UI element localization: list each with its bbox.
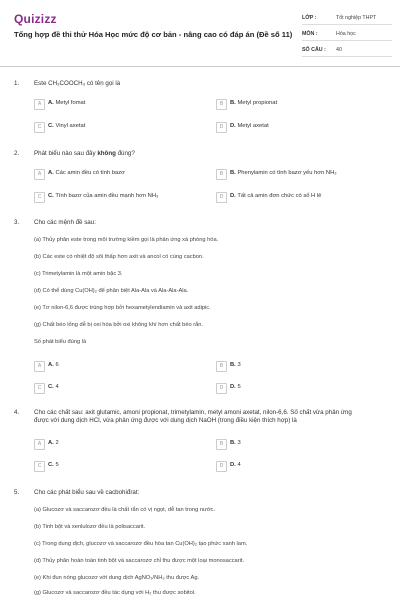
option-letter-box[interactable]: A: [34, 99, 45, 110]
meta-panel: [302, 12, 392, 60]
option-b[interactable]: B B. 3: [216, 439, 376, 450]
page-title: Tổng hợp đề thi thử Hóa Học mức độ cơ bản - nâng cao có đáp án (Đề số 11): [14, 30, 293, 39]
question-text: Cho các chất sau: axit glutamic, amoni propionat, trimetylamin, metyl amoni axetat, nilon-6,6. Số chất vừa phản ứng được với dung dịch HCl, vừa phản ứng được với dung dịch NaOH (trong điều kiện thích hợp) là: [34, 409, 352, 425]
question-text: Cho các mệnh đề sau:: [34, 219, 96, 226]
option-b[interactable]: B B. Metyl propionat: [216, 99, 376, 110]
statement: (b) Các este có nhiệt độ sôi thấp hơn axit và ancol có cùng cacbon.: [34, 254, 204, 260]
statement: (d) Có thể dùng Cu(OH)₂ để phân biệt Ala-Ala và Ala-Ala-Ala.: [34, 288, 189, 294]
option-d[interactable]: D D. Metyl axetat: [216, 122, 376, 133]
option-letter-box[interactable]: A: [34, 169, 45, 180]
worksheet-header: [0, 0, 400, 68]
option-a[interactable]: A A. Metyl fomat: [34, 99, 194, 110]
option-letter-box[interactable]: A: [34, 361, 45, 372]
question-text: Phát biểu nào sau đây không đúng?: [34, 150, 135, 157]
option-letter-box[interactable]: A: [34, 439, 45, 450]
header-divider: [0, 66, 400, 67]
option-d[interactable]: D D. 4: [216, 461, 376, 472]
option-c[interactable]: C C. 5: [34, 461, 194, 472]
option-letter-box[interactable]: C: [34, 461, 45, 472]
question-number: 4.: [14, 409, 20, 416]
option-letter-box[interactable]: B: [216, 169, 227, 180]
question-text: Cho các phát biểu sau về cacbohiđrat:: [34, 489, 140, 496]
option-c[interactable]: C C. Vinyl axetat: [34, 122, 194, 133]
follow-up-text: Số phát biểu đúng là: [34, 339, 87, 345]
option-letter-box[interactable]: D: [216, 383, 227, 394]
option-letter-box[interactable]: C: [34, 122, 45, 133]
question-number: 1.: [14, 80, 20, 87]
meta-key: LỚP :: [302, 15, 317, 21]
option-a[interactable]: A A. Các amin đều có tính bazơ: [34, 169, 194, 180]
option-letter-box[interactable]: D: [216, 122, 227, 133]
option-letter-box[interactable]: B: [216, 361, 227, 372]
option-letter-box[interactable]: D: [216, 461, 227, 472]
statement: (e) Khi đun nóng glucozơ với dung dịch AgNO₃/NH₃ thu được Ag.: [34, 575, 200, 581]
statement: (d) Thủy phân hoàn toàn tinh bột và saccarozơ chỉ thu được một loại monosaccarit.: [34, 558, 245, 564]
option-letter-box[interactable]: C: [34, 383, 45, 394]
quizizz-logo: Quizizz: [14, 12, 57, 26]
meta-key: MÔN :: [302, 31, 318, 37]
meta-row-subject: [302, 28, 392, 41]
question-text: Este CH₃COOCH₃ có tên gọi là: [34, 80, 121, 87]
statement: (g) Chất béo lỏng dễ bị oxi hóa bởi oxi không khí hơn chất béo rắn.: [34, 322, 204, 328]
question-number: 3.: [14, 219, 20, 226]
statement: (g) Glucozơ và saccarozơ đều tác dụng với H₂ thu được sobitol.: [34, 590, 196, 596]
meta-value: 40: [336, 47, 342, 53]
option-d[interactable]: D D. Tất cả amin đơn chức có số H lẻ: [216, 192, 376, 203]
option-c[interactable]: C C. Tính bazơ của amin đều mạnh hơn NH₃: [34, 192, 194, 203]
statement: (e) Tơ nilon-6,6 được trùng hợp bởi hexametylendiamin và axit adipic.: [34, 305, 211, 311]
option-c[interactable]: C C. 4: [34, 383, 194, 394]
statement: (c) Trimetylamin là một amin bậc 3.: [34, 271, 123, 277]
statement: (a) Thủy phân este trong môi trường kiềm gọi là phản ứng xà phòng hóa.: [34, 237, 219, 243]
option-b[interactable]: B B. 3: [216, 361, 376, 372]
option-a[interactable]: A A. 2: [34, 439, 194, 450]
meta-key: SỐ CÂU :: [302, 47, 326, 53]
option-letter-box[interactable]: B: [216, 439, 227, 450]
statement: (c) Trong dung dịch, glucozơ và saccarozơ đều hòa tan Cu(OH)₂ tạo phức xanh lam.: [34, 541, 248, 547]
meta-value: Tốt nghiệp THPT: [336, 15, 377, 21]
statement: (b) Tinh bột và xenlulozơ đều là polisaccarit.: [34, 524, 146, 530]
option-b[interactable]: B B. Phenylamin có tính bazơ yếu hơn NH₃: [216, 169, 376, 180]
meta-row-count: [302, 44, 392, 57]
meta-value: Hóa học: [336, 31, 356, 37]
option-letter-box[interactable]: D: [216, 192, 227, 203]
option-d[interactable]: D D. 5: [216, 383, 376, 394]
option-a[interactable]: A A. 6: [34, 361, 194, 372]
statement: (a) Glucozơ và saccarozơ đều là chất rắn có vị ngọt, dễ tan trong nước.: [34, 507, 215, 513]
meta-row-class: [302, 12, 392, 25]
question-number: 5.: [14, 489, 20, 496]
option-letter-box[interactable]: B: [216, 99, 227, 110]
option-letter-box[interactable]: C: [34, 192, 45, 203]
question-number: 2.: [14, 150, 20, 157]
